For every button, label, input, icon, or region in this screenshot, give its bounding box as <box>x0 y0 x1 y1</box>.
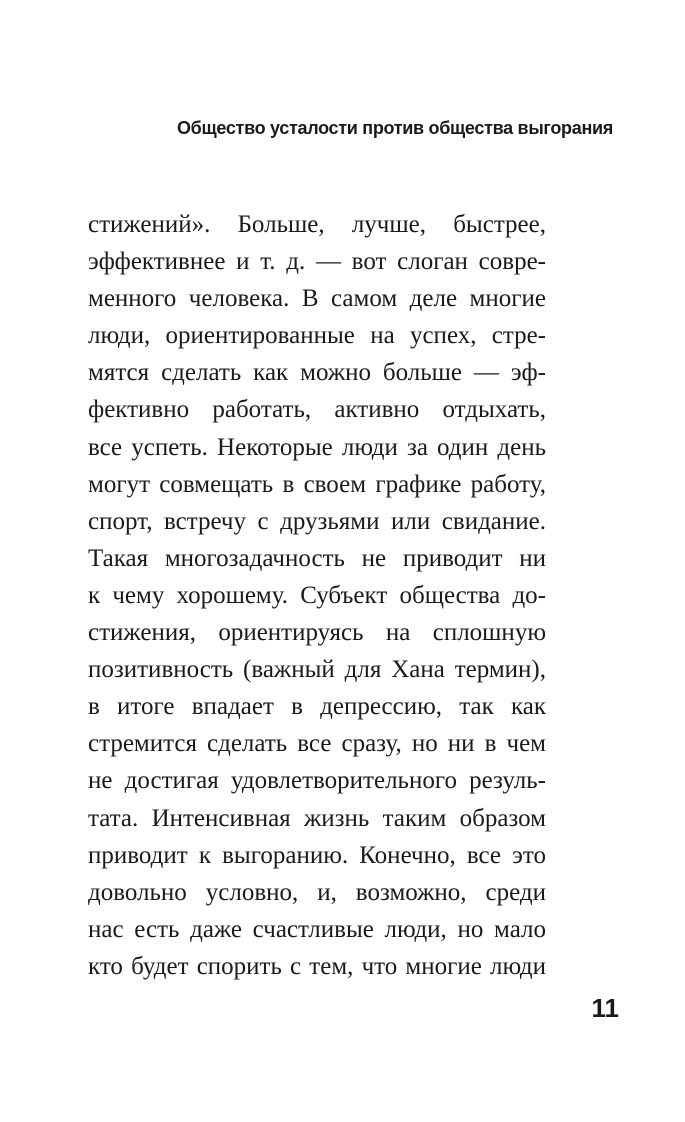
text-line: все успеть. Некоторые люди за один день <box>88 433 546 461</box>
text-line: могут совмещать в своем графике работу, <box>88 470 546 498</box>
text-line: менного человека. В самом деле многие <box>88 285 546 313</box>
text-line: эффективнее и т. д. — вот слоган совре- <box>88 248 546 276</box>
text-line: в итоге впадает в депрессию, так как <box>88 693 546 721</box>
running-header: Общество усталости против общества выгорания <box>176 118 613 138</box>
text-line: фективно работать, активно отдыхать, <box>88 396 546 424</box>
text-line: мятся сделать как можно больше — эф- <box>88 359 546 387</box>
text-line: довольно условно, и, возможно, среди <box>88 878 546 906</box>
text-line: тата. Интенсивная жизнь таким образом <box>88 804 546 832</box>
text-line: позитивность (важный для Хана термин), <box>88 656 546 684</box>
text-line: спорт, встречу с друзьями или свидание. <box>88 507 546 535</box>
text-line: кто будет спорить с тем, что многие люди <box>88 952 546 980</box>
text-line: не достигая удовлетворительного резуль- <box>88 767 546 795</box>
text-line: стижения, ориентируясь на сплошную <box>88 619 546 647</box>
text-line: к чему хорошему. Субъект общества до- <box>88 581 546 609</box>
body-text <box>88 206 546 985</box>
text-line: стремится сделать все сразу, но ни в чем <box>88 730 546 758</box>
text-line: нас есть даже счастливые люди, но мало <box>88 915 546 943</box>
text-line: люди, ориентированные на успех, стре- <box>88 322 546 350</box>
page-number: 11 <box>591 993 619 1023</box>
text-line: приводит к выгоранию. Конечно, все это <box>88 841 546 869</box>
text-line: стижений». Больше, лучше, быстрее, <box>88 211 546 238</box>
text-line: Такая многозадачность не приводит ни <box>88 544 546 572</box>
